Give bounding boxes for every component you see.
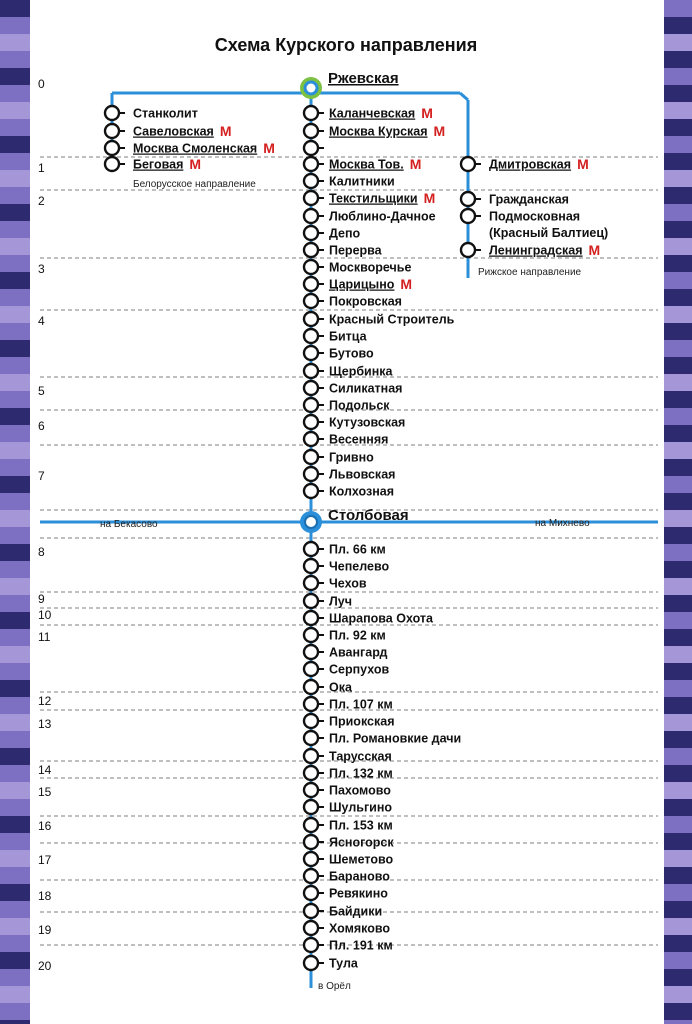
station-marker xyxy=(304,731,318,745)
station[interactable] xyxy=(304,346,374,361)
station[interactable] xyxy=(304,938,393,953)
zone-label: 18 xyxy=(38,889,52,903)
zone-label: 9 xyxy=(38,592,45,606)
zone-label: 14 xyxy=(38,763,52,777)
station-marker xyxy=(304,329,318,343)
zone-label: 6 xyxy=(38,419,45,433)
zone-label: 7 xyxy=(38,469,45,483)
station-marker xyxy=(105,141,119,155)
station-label: Станколит xyxy=(133,106,198,121)
station-marker xyxy=(304,869,318,883)
station[interactable] xyxy=(304,105,433,121)
station-marker xyxy=(105,106,119,120)
station-marker xyxy=(304,484,318,498)
station[interactable] xyxy=(304,662,390,677)
station-marker xyxy=(304,226,318,240)
station-label: Гривно xyxy=(329,450,374,465)
station[interactable] xyxy=(304,818,393,833)
station-marker xyxy=(304,594,318,608)
zone-label: 8 xyxy=(38,545,45,559)
station-label: Колхозная xyxy=(329,484,395,499)
zone-label: 5 xyxy=(38,384,45,398)
metro-icon: М xyxy=(263,140,275,156)
station-label: Битца xyxy=(329,329,367,344)
station-marker xyxy=(304,260,318,274)
station-label: Хомяково xyxy=(329,921,391,936)
metro-icon: М xyxy=(577,156,589,172)
station-marker xyxy=(304,277,318,291)
station[interactable] xyxy=(304,714,395,729)
zone-label: 19 xyxy=(38,923,52,937)
station-marker xyxy=(304,398,318,412)
station[interactable] xyxy=(304,956,359,971)
station-marker xyxy=(304,174,318,188)
station[interactable] xyxy=(304,329,368,344)
station-label: Люблино-Дачное xyxy=(329,209,436,224)
hub-label: Ржевская xyxy=(328,70,399,87)
station-label: Текстильщики xyxy=(329,191,418,206)
station-marker xyxy=(304,697,318,711)
station-label: Бараново xyxy=(329,869,390,884)
direction-bekasovo: на Бекасово xyxy=(100,519,158,530)
station[interactable] xyxy=(304,594,352,609)
station-label: Луч xyxy=(329,594,352,609)
zone-label: 12 xyxy=(38,694,52,708)
station-label: Шульгино xyxy=(329,800,393,815)
station-label: Львовская xyxy=(329,467,396,482)
station-marker xyxy=(304,611,318,625)
station-label: Чехов xyxy=(329,576,367,591)
station-marker xyxy=(304,800,318,814)
station-label: Подмосковная xyxy=(489,209,581,224)
station[interactable] xyxy=(304,141,324,155)
station[interactable] xyxy=(304,174,395,189)
station-label: Пл. 107 км xyxy=(329,697,393,712)
station-marker xyxy=(304,312,318,326)
station[interactable] xyxy=(304,904,382,919)
station-label: Щербинка xyxy=(329,364,393,379)
station-marker xyxy=(304,559,318,573)
station-marker xyxy=(304,921,318,935)
station-label: Депо xyxy=(329,226,361,241)
station[interactable] xyxy=(304,415,405,430)
station[interactable] xyxy=(304,467,395,482)
station-label: Гражданская xyxy=(489,192,569,207)
station[interactable] xyxy=(304,697,393,712)
station[interactable] xyxy=(304,260,411,275)
zone-label: 15 xyxy=(38,785,52,799)
zone-label: 0 xyxy=(38,77,45,91)
station-label: Тула xyxy=(329,956,358,971)
station-marker xyxy=(105,157,119,171)
station-marker xyxy=(304,542,318,556)
station[interactable] xyxy=(304,800,392,815)
station[interactable] xyxy=(461,209,580,224)
hub-stolbovaya[interactable] xyxy=(300,507,409,533)
zone-label: 3 xyxy=(38,262,45,276)
right-branch-corner xyxy=(460,93,468,100)
station[interactable] xyxy=(105,140,275,156)
station-label-continued: (Красный Балтиец) xyxy=(489,226,609,240)
station-marker xyxy=(304,191,318,205)
station-marker xyxy=(304,714,318,728)
station-label: Ока xyxy=(329,680,352,695)
zone-label: 10 xyxy=(38,608,52,622)
station-marker xyxy=(304,956,318,970)
direction-riga: Рижское направление xyxy=(478,267,582,278)
station[interactable] xyxy=(304,312,455,327)
hub-center xyxy=(305,82,317,94)
station[interactable] xyxy=(304,731,461,746)
station[interactable] xyxy=(304,209,436,224)
hub-center xyxy=(305,516,317,528)
station-marker xyxy=(304,766,318,780)
station-marker xyxy=(304,576,318,590)
zone-label: 4 xyxy=(38,314,45,328)
station-marker xyxy=(304,346,318,360)
station-label: Пл. Романовкие дачи xyxy=(329,731,462,746)
station-label: Каланчевская xyxy=(329,106,416,121)
metro-icon: М xyxy=(409,156,422,172)
station[interactable] xyxy=(304,611,434,626)
station-marker xyxy=(304,243,318,257)
station-marker xyxy=(304,938,318,952)
station-marker xyxy=(304,886,318,900)
station-marker xyxy=(304,364,318,378)
station[interactable] xyxy=(304,484,394,499)
station-label: Красный Строитель xyxy=(329,312,455,327)
zone-labels xyxy=(38,77,52,973)
station-label: Шарапова Охота xyxy=(329,611,433,626)
zone-label: 2 xyxy=(38,194,45,208)
station-marker xyxy=(461,209,475,223)
station-marker xyxy=(304,381,318,395)
station-label: Чепелево xyxy=(329,559,390,574)
station-marker xyxy=(304,157,318,171)
station-label: Москва Курская xyxy=(329,124,428,139)
station[interactable] xyxy=(304,628,386,643)
zone-label: 13 xyxy=(38,717,52,731)
station[interactable] xyxy=(304,276,412,292)
station-marker xyxy=(304,852,318,866)
station-marker xyxy=(304,141,318,155)
station-label: Царицыно xyxy=(329,277,395,292)
station-marker xyxy=(304,645,318,659)
station[interactable] xyxy=(304,749,392,764)
station-marker xyxy=(461,192,475,206)
station-marker xyxy=(304,124,318,138)
station[interactable] xyxy=(304,398,390,413)
station[interactable] xyxy=(304,294,402,309)
map-title: Схема Курского направления xyxy=(214,35,478,55)
station-label: Пл. 66 км xyxy=(329,542,386,557)
station[interactable] xyxy=(304,886,388,901)
station-label: Подольск xyxy=(329,398,390,413)
station[interactable] xyxy=(105,156,201,172)
station[interactable] xyxy=(304,243,383,258)
zone-label: 1 xyxy=(38,161,45,175)
station-marker xyxy=(304,450,318,464)
station-marker xyxy=(304,628,318,642)
station[interactable] xyxy=(304,450,374,465)
station-marker xyxy=(304,783,318,797)
station-label: Пл. 92 км xyxy=(329,628,386,643)
direction-belarus: Белорусское направление xyxy=(133,179,256,190)
station-label: Тарусская xyxy=(329,749,392,764)
metro-icon: М xyxy=(219,123,232,139)
station-label: Перерва xyxy=(329,243,382,258)
station-label: Пл. 153 км xyxy=(329,818,393,833)
station-marker xyxy=(304,680,318,694)
station[interactable] xyxy=(304,921,390,936)
station[interactable] xyxy=(304,123,445,139)
station[interactable] xyxy=(304,576,367,591)
station-label: Кутузовская xyxy=(329,415,406,430)
station-marker xyxy=(304,106,318,120)
metro-icon: М xyxy=(421,105,433,121)
station-label: Дмитровская xyxy=(489,157,572,172)
station-label: Шеметово xyxy=(329,852,394,867)
station-marker xyxy=(105,124,119,138)
station-label: Пахомово xyxy=(329,783,391,798)
station-marker xyxy=(304,415,318,429)
station[interactable] xyxy=(304,869,390,884)
station-marker xyxy=(304,209,318,223)
station[interactable] xyxy=(304,852,393,867)
station-marker xyxy=(304,432,318,446)
station[interactable] xyxy=(304,559,389,574)
station-label: Пл. 132 км xyxy=(329,766,393,781)
station[interactable] xyxy=(304,156,421,172)
station-marker xyxy=(304,749,318,763)
station-marker xyxy=(304,294,318,308)
station[interactable] xyxy=(304,766,393,781)
station[interactable] xyxy=(304,835,394,850)
station-label: Приокская xyxy=(329,714,395,729)
zone-label: 17 xyxy=(38,853,52,867)
station-label: Ясногорск xyxy=(329,835,394,850)
metro-icon: М xyxy=(423,190,436,206)
zone-label: 11 xyxy=(38,630,51,644)
station-marker xyxy=(304,904,318,918)
station-label: Байдики xyxy=(329,904,383,919)
direction-orel: в Орёл xyxy=(318,981,351,992)
station-marker xyxy=(304,467,318,481)
station[interactable] xyxy=(105,123,232,139)
station-label: Савеловская xyxy=(133,124,214,139)
station-label: Калитники xyxy=(329,174,395,189)
station[interactable] xyxy=(461,242,600,258)
station-label: Серпухов xyxy=(329,662,390,677)
station-label: Москва Тов. xyxy=(329,157,404,172)
station[interactable] xyxy=(304,645,388,660)
station-marker xyxy=(461,157,475,171)
station-label: Весенняя xyxy=(329,432,389,447)
metro-icon: М xyxy=(189,156,202,172)
station-label: Покровская xyxy=(329,294,402,309)
station-marker xyxy=(304,818,318,832)
station-label: Бутово xyxy=(329,346,374,361)
metro-icon: М xyxy=(433,123,446,139)
station[interactable] xyxy=(304,190,435,206)
station-label: Москворечье xyxy=(329,260,412,275)
station-marker xyxy=(304,662,318,676)
station-label: Москва Смоленская xyxy=(133,141,258,156)
station[interactable] xyxy=(304,226,361,241)
zone-label: 20 xyxy=(38,959,52,973)
zone-label: 16 xyxy=(38,819,52,833)
hub-rzhevskaya[interactable] xyxy=(300,70,399,99)
station-marker xyxy=(461,243,475,257)
station-label: Силикатная xyxy=(329,381,403,396)
station[interactable] xyxy=(304,680,353,695)
metro-icon: М xyxy=(400,276,413,292)
station[interactable] xyxy=(304,432,388,447)
station-marker xyxy=(304,835,318,849)
station[interactable] xyxy=(461,156,589,172)
station-label: Беговая xyxy=(133,157,184,172)
station-label: Ленинградская xyxy=(489,243,583,258)
station[interactable] xyxy=(304,783,391,798)
station-label: Пл. 191 км xyxy=(329,938,393,953)
station[interactable] xyxy=(105,106,198,121)
station[interactable] xyxy=(304,381,402,396)
hub-label: Столбовая xyxy=(328,507,409,524)
station-label: Авангард xyxy=(329,645,388,660)
direction-mikhnevo: на Михнево xyxy=(535,518,590,529)
station-label: Ревякино xyxy=(329,886,388,901)
station[interactable] xyxy=(304,364,394,379)
metro-icon: М xyxy=(588,242,601,258)
station[interactable] xyxy=(461,192,569,207)
station[interactable] xyxy=(304,542,386,557)
